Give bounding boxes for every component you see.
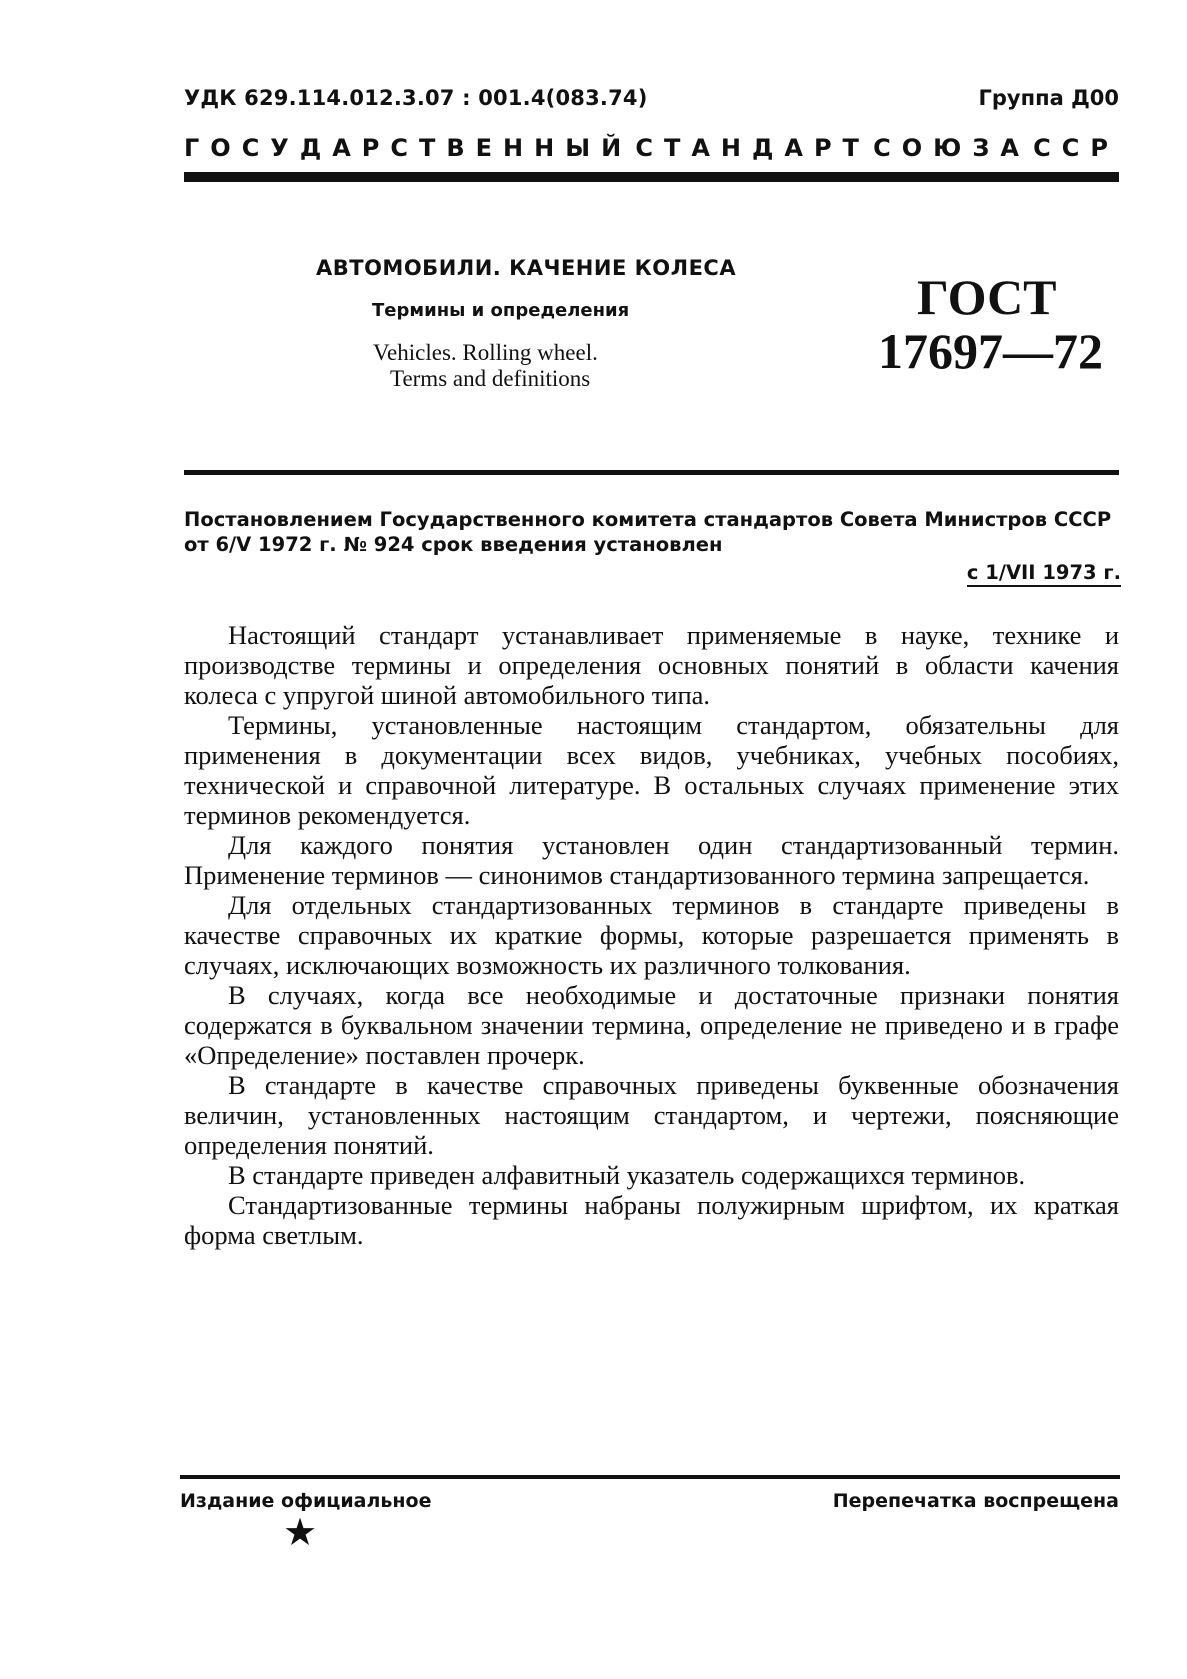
body-paragraph: Для каждого понятия установлен один стандартизованный термин. Применение терминов — синонимов стандартизованного термина запрещается. bbox=[184, 830, 1119, 890]
decree-line-2: от 6/V 1972 г. № 924 срок введения установлен bbox=[184, 533, 723, 556]
top-divider bbox=[184, 172, 1119, 182]
udk-code: УДК 629.114.012.3.07 : 001.4(083.74) bbox=[184, 86, 648, 110]
reprint-prohibited-label: Перепечатка воспрещена bbox=[832, 1490, 1119, 1512]
gost-label: ГОСТ bbox=[917, 269, 1057, 325]
body-paragraph: Настоящий стандарт устанавливает применяемые в науке, технике и производстве термины и определения основных понятий в области качения колеса с упругой шиной автомобильного типа. bbox=[184, 620, 1119, 710]
body-text bbox=[184, 620, 1119, 1250]
document-subtitle: Термины и определения bbox=[372, 300, 630, 321]
english-title-line-2: Terms and definitions bbox=[390, 366, 591, 391]
gost-number: 17697—72 bbox=[878, 323, 1103, 379]
group-code: Группа Д00 bbox=[978, 86, 1119, 110]
effective-date: с 1/VII 1973 г. bbox=[967, 561, 1121, 587]
body-paragraph: Термины, установленные настоящим стандартом, обязательны для применения в документации всех видов, учебниках, учебных пособиях, технической и справочной литературе. В остальных случаях применение этих терминов рекомендуется. bbox=[184, 710, 1119, 830]
body-paragraph: Стандартизованные термины набраны полужирным шрифтом, их краткая форма светлым. bbox=[184, 1190, 1119, 1250]
document-title: АВТОМОБИЛИ. КАЧЕНИЕ КОЛЕСА bbox=[316, 256, 737, 280]
body-paragraph: Для отдельных стандартизованных терминов в стандарте приведены в качестве справочных их краткие формы, которые разрешается применять в случаях, исключающих возможность их различного толкования. bbox=[184, 890, 1119, 980]
body-paragraph: В стандарте в качестве справочных приведены буквенные обозначения величин, установленных настоящим стандартом, и чертежи, поясняющие определения понятий. bbox=[184, 1070, 1119, 1160]
body-paragraph: В стандарте приведен алфавитный указатель содержащихся терминов. bbox=[228, 1160, 1026, 1190]
body-paragraph: В случаях, когда все необходимые и достаточные признаки понятия содержатся в буквальном значении термина, определение не приведено и в графе «Определение» поставлен прочерк. bbox=[184, 980, 1119, 1070]
middle-divider bbox=[184, 470, 1119, 475]
state-standard-word: СОЮЗА bbox=[873, 134, 1030, 162]
official-edition-label: Издание официальное bbox=[180, 1490, 432, 1512]
state-standard-word: ССР bbox=[1033, 134, 1119, 162]
state-standard-word: ГОСУДАРСТВЕННЫЙ bbox=[184, 134, 633, 162]
state-standard-word: СТАНДАРТ bbox=[635, 134, 870, 162]
bottom-divider bbox=[180, 1475, 1120, 1479]
english-title-line-1: Vehicles. Rolling wheel. bbox=[373, 340, 598, 365]
star-icon: ★ bbox=[283, 1512, 318, 1554]
state-standard-heading bbox=[184, 134, 1119, 162]
decree-line-1: Постановлением Государственного комитета стандартов Совета Министров СССР bbox=[184, 508, 1112, 531]
